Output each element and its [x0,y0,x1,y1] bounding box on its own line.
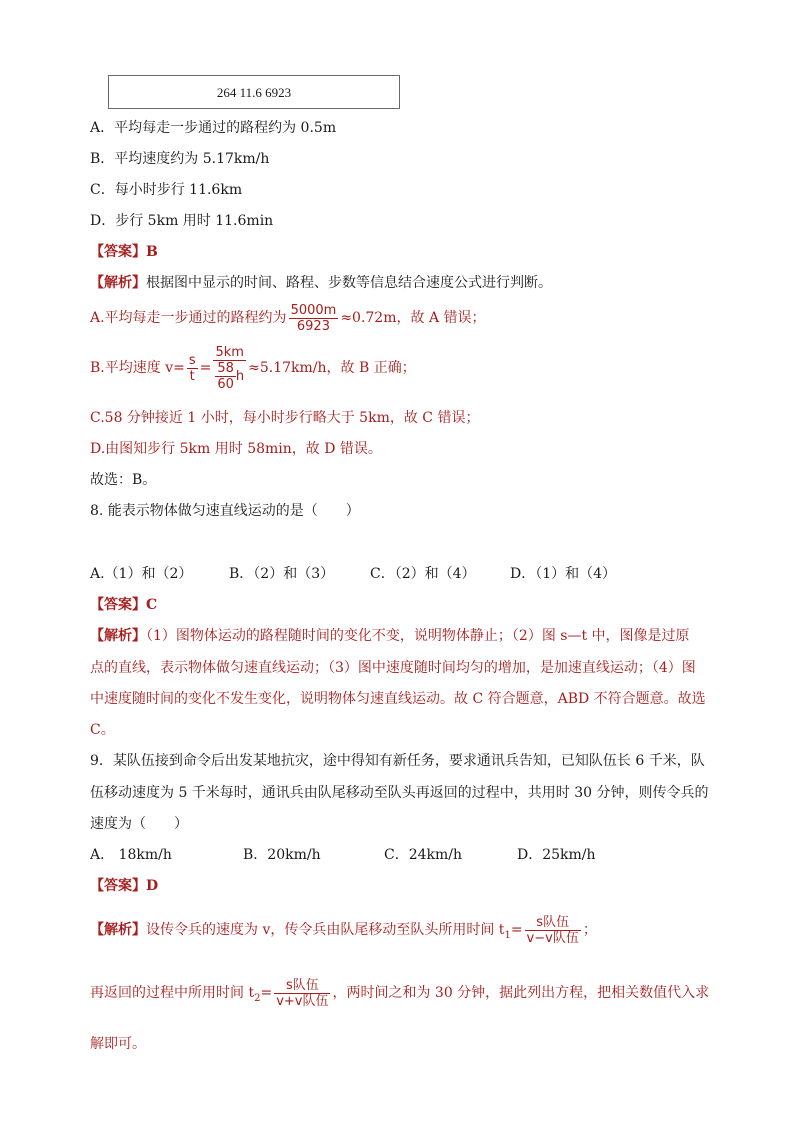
q7-analysis [90,273,552,293]
q7-explain-a [90,300,486,336]
q8-analysis-line-1 [90,626,690,646]
analysis-text-rest: ，两时间之和为 30 分钟，据此列出方程，把相关数值代入求 [332,985,710,1001]
q7-explain-c: C.58 分钟接近 1 小时，每小时步行略大于 5km，故 C 错误； [90,410,480,426]
fraction-denominator: t [189,368,195,384]
equals-sign: = [260,985,273,1001]
analysis-text: 根据图中显示的时间、路程、步数等信息结合速度公式进行判断。 [146,275,552,291]
punctuation: ； [582,922,597,938]
q9-analysis-line-3: 解即可。 [90,1036,146,1052]
q7-option-b: B．平均速度约为 5.17km/h [90,151,270,167]
fraction-denominator: v−v队伍 [526,930,579,946]
q9-analysis-line-1 [90,910,597,956]
analysis-text: 再返回的过程中所用时间 t [90,985,255,1001]
analysis-tag: 【解析】 [90,922,146,938]
q7-option-c: C．每小时步行 11.6km [90,182,243,198]
q8-option-c: C．（2）和（4） [370,566,476,582]
analysis-tag: 【解析】 [90,628,146,644]
explain-b-text: B.平均速度 v= [90,360,185,376]
analysis-text: 设传令兵的速度为 v，传令兵由队尾移动至队头所用时间 t [146,922,505,938]
analysis-tag: 【解析】 [90,275,146,291]
q7-explain-b [90,342,416,394]
q7-explain-d: D.由图知步行 5km 用时 58min，故 D 错误。 [90,441,382,457]
fraction-numerator: s [188,352,196,368]
fraction-numerator: s队伍 [274,978,330,994]
fraction-numerator: 5000m [290,302,337,318]
q9-option-b: B．20km/h [243,847,321,863]
fraction-denominator: 6923 [296,318,330,334]
equals-sign: = [199,360,212,376]
fraction-s-over-t [187,353,198,384]
fraction-steps [289,303,339,334]
fraction-speed [213,345,246,392]
q8-analysis-line-2: 点的直线，表示物体做匀速直线运动；（3）图中速度随时间均匀的增加，是加速直线运动；（4）图 [90,660,696,676]
q9-stem-line-2: 伍移动速度为 5 千米每时，通讯兵由队尾移动至队头再返回的过程中，共用时 30 分钟，则传令兵的 [90,785,709,801]
q7-option-d: D．步行 5km 用时 11.6min [90,213,274,229]
subscript-1: 1 [504,929,511,941]
fraction-denominator [213,361,246,392]
explain-b-result: ≈5.17km/h，故 B 正确； [248,360,416,376]
q8-option-b: B．（2）和（3） [229,566,335,582]
q9-stem-line-3: 速度为（ ） [90,816,188,832]
q7-option-a: A．平均每走一步通过的路程约为 0.5m [90,120,337,136]
q8-analysis-line-3: 中速度随时间的变化不发生变化，说明物体匀速直线运动。故 C 符合题意，ABD 不符合题意。故选 [90,691,706,707]
data-table-box: 264 11.6 6923 [108,75,400,109]
explain-a-text: A.平均每走一步通过的路程约为 [90,310,287,326]
q8-analysis-line-4: C。 [90,722,115,738]
fraction-denominator: v+v队伍 [276,993,329,1009]
q9-analysis-line-2 [90,973,709,1019]
fraction-t2 [274,978,330,1009]
equals-sign: = [510,922,523,938]
q8-option-a: A.（1）和（2） [90,566,193,582]
inner-denominator: 60 [217,376,234,392]
inner-numerator: 58 [217,360,234,376]
q7-answer: 【答案】B [90,244,158,260]
inner-fraction [215,361,236,392]
q9-option-c: C．24km/h [384,847,463,863]
unit-hours: h [235,368,245,384]
analysis-text: （1）图物体运动的路程随时间的变化不变，说明物体静止；（2）图 s—t 中，图像是过原 [146,628,690,644]
q8-stem: 8. 能表示物体做匀速直线运动的是（ ） [90,503,360,519]
q9-stem-line-1: 9．某队伍接到命令后出发某地抗灾，途中得知有新任务，要求通讯兵告知，已知队伍长 6 千米，队 [90,753,705,769]
q9-option-d: D．25km/h [517,847,596,863]
q8-answer: 【答案】C [90,597,158,613]
subscript-2: 2 [254,992,261,1004]
fraction-numerator: s队伍 [525,915,581,931]
q8-option-d: D．（1）和（4） [510,566,617,582]
q7-conclusion: 故选：B。 [90,472,157,488]
explain-a-result: ≈0.72m，故 A 错误； [340,310,486,326]
fraction-numerator: 5km [213,345,246,361]
q9-option-a: A． 18km/h [90,847,172,863]
q9-answer: 【答案】D [90,878,159,894]
fraction-t1 [525,915,581,946]
